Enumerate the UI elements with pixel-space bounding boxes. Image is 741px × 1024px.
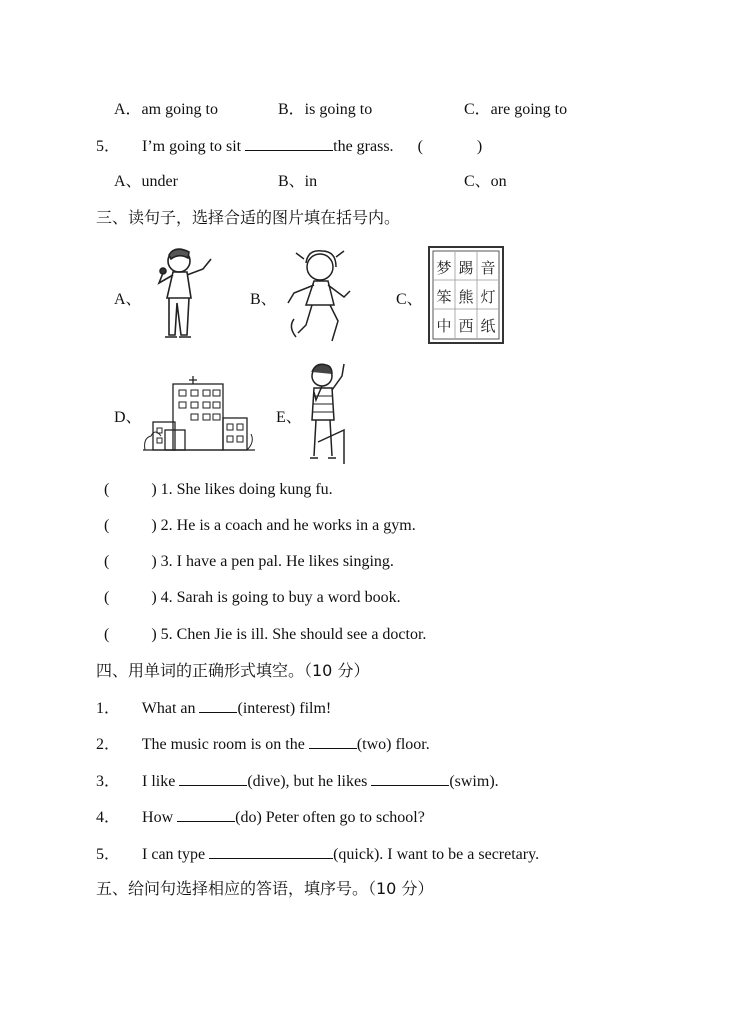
picture-label-c: C、 <box>396 291 423 308</box>
fill-blank[interactable] <box>371 771 449 786</box>
q4-option-a: A．am going to <box>114 101 218 118</box>
section4-item-4 <box>96 807 425 828</box>
answer-paren-open: ( <box>104 553 110 570</box>
answer-paren-close: ) <box>151 517 157 534</box>
item-text-before: The music room is on the <box>141 736 305 753</box>
answer-paren-open: ( <box>104 481 110 498</box>
answer-paren-open: ( <box>104 517 110 534</box>
section3-item-4 <box>104 588 401 608</box>
item-text-after: (two) floor. <box>356 736 430 753</box>
item-number: 3． <box>96 773 121 790</box>
card-char-9: 纸 <box>480 317 496 335</box>
q5-line <box>96 136 482 157</box>
card-char-1: 梦 <box>436 259 452 277</box>
item-text: 4. Sarah is going to buy a word book. <box>160 589 401 606</box>
kung-fu-girl-picture <box>278 245 363 345</box>
answer-paren-open: ( <box>104 589 110 606</box>
card-char-2: 踢 <box>458 259 474 277</box>
item-text-after: (swim). <box>449 773 499 790</box>
picture-label-d: D、 <box>114 409 142 426</box>
answer-paren-close: ) <box>151 589 157 606</box>
item-text-before: What an <box>141 700 196 717</box>
section4-item-2 <box>96 734 430 755</box>
answer-paren-open: ( <box>104 626 110 643</box>
q5-answer-paren-close: ) <box>476 138 483 155</box>
section4-title: 四、用单词的正确形式填空。（10 分） <box>96 661 370 680</box>
section5-title: 五、给问句选择相应的答语，填序号。（10 分） <box>96 879 434 898</box>
word-book-picture <box>428 246 504 344</box>
item-text: 2. He is a coach and he works in a gym. <box>160 517 416 534</box>
item-number: 5． <box>96 846 121 863</box>
item-text-before: How <box>142 809 174 826</box>
q5-option-c: C、on <box>464 173 507 190</box>
card-char-4: 笨 <box>436 288 452 306</box>
section3-item-2 <box>104 516 416 536</box>
picture-label-b: B、 <box>250 291 277 308</box>
q5-text-before: I’m going to sit <box>142 138 242 155</box>
item-text: 5. Chen Jie is ill. She should see a doctor. <box>160 626 427 643</box>
answer-paren-close: ) <box>151 626 157 643</box>
q5-blank[interactable] <box>245 136 333 151</box>
item-number: 2． <box>96 736 121 753</box>
section4-item-5 <box>96 844 539 865</box>
item-text-after: (quick). I want to be a secretary. <box>333 846 540 863</box>
q5-answer-paren-open: ( <box>417 138 423 155</box>
q4-option-b: B．is going to <box>278 101 373 118</box>
item-text-after: (do) Peter often go to school? <box>235 809 425 826</box>
picture-label-a: A、 <box>114 291 142 308</box>
answer-paren-close: ) <box>151 553 157 570</box>
hospital-building-picture <box>143 372 255 452</box>
fill-blank[interactable] <box>179 771 247 786</box>
item-text-before: I can type <box>142 846 206 863</box>
answer-paren-close: ) <box>151 481 157 498</box>
card-char-8: 西 <box>458 317 474 335</box>
item-text: 3. I have a pen pal. He likes singing. <box>160 553 394 570</box>
card-char-3: 音 <box>480 259 496 277</box>
fill-blank[interactable] <box>209 844 333 859</box>
item-text-mid: (dive), but he likes <box>247 773 368 790</box>
card-char-7: 中 <box>436 317 452 335</box>
q5-number: 5． <box>96 138 121 155</box>
section3-item-5 <box>104 625 426 645</box>
picture-label-e: E、 <box>276 409 302 426</box>
fill-blank[interactable] <box>199 698 237 713</box>
item-text: 1. She likes doing kung fu. <box>160 481 333 498</box>
section4-item-1 <box>96 698 331 719</box>
fill-blank[interactable] <box>177 807 235 822</box>
section3-item-3 <box>104 552 394 572</box>
item-number: 4． <box>96 809 121 826</box>
section3-title: 三、读句子，选择合适的图片填在括号内。 <box>96 208 401 227</box>
fill-blank[interactable] <box>309 734 357 749</box>
q5-option-b: B、in <box>278 173 318 190</box>
item-text-before: I like <box>142 773 176 790</box>
section3-item-1 <box>104 480 333 500</box>
section4-item-3 <box>96 771 499 792</box>
item-number: 1． <box>96 700 121 717</box>
card-char-6: 灯 <box>480 288 496 306</box>
coach-boy-picture <box>302 360 352 466</box>
q4-option-c: C．are going to <box>464 101 568 118</box>
singing-boy-picture <box>145 243 225 343</box>
q5-text-after: the grass. <box>333 138 394 155</box>
q5-option-a: A、under <box>114 173 178 190</box>
item-text-after: (interest) film! <box>237 700 332 717</box>
card-char-5: 熊 <box>458 288 474 306</box>
